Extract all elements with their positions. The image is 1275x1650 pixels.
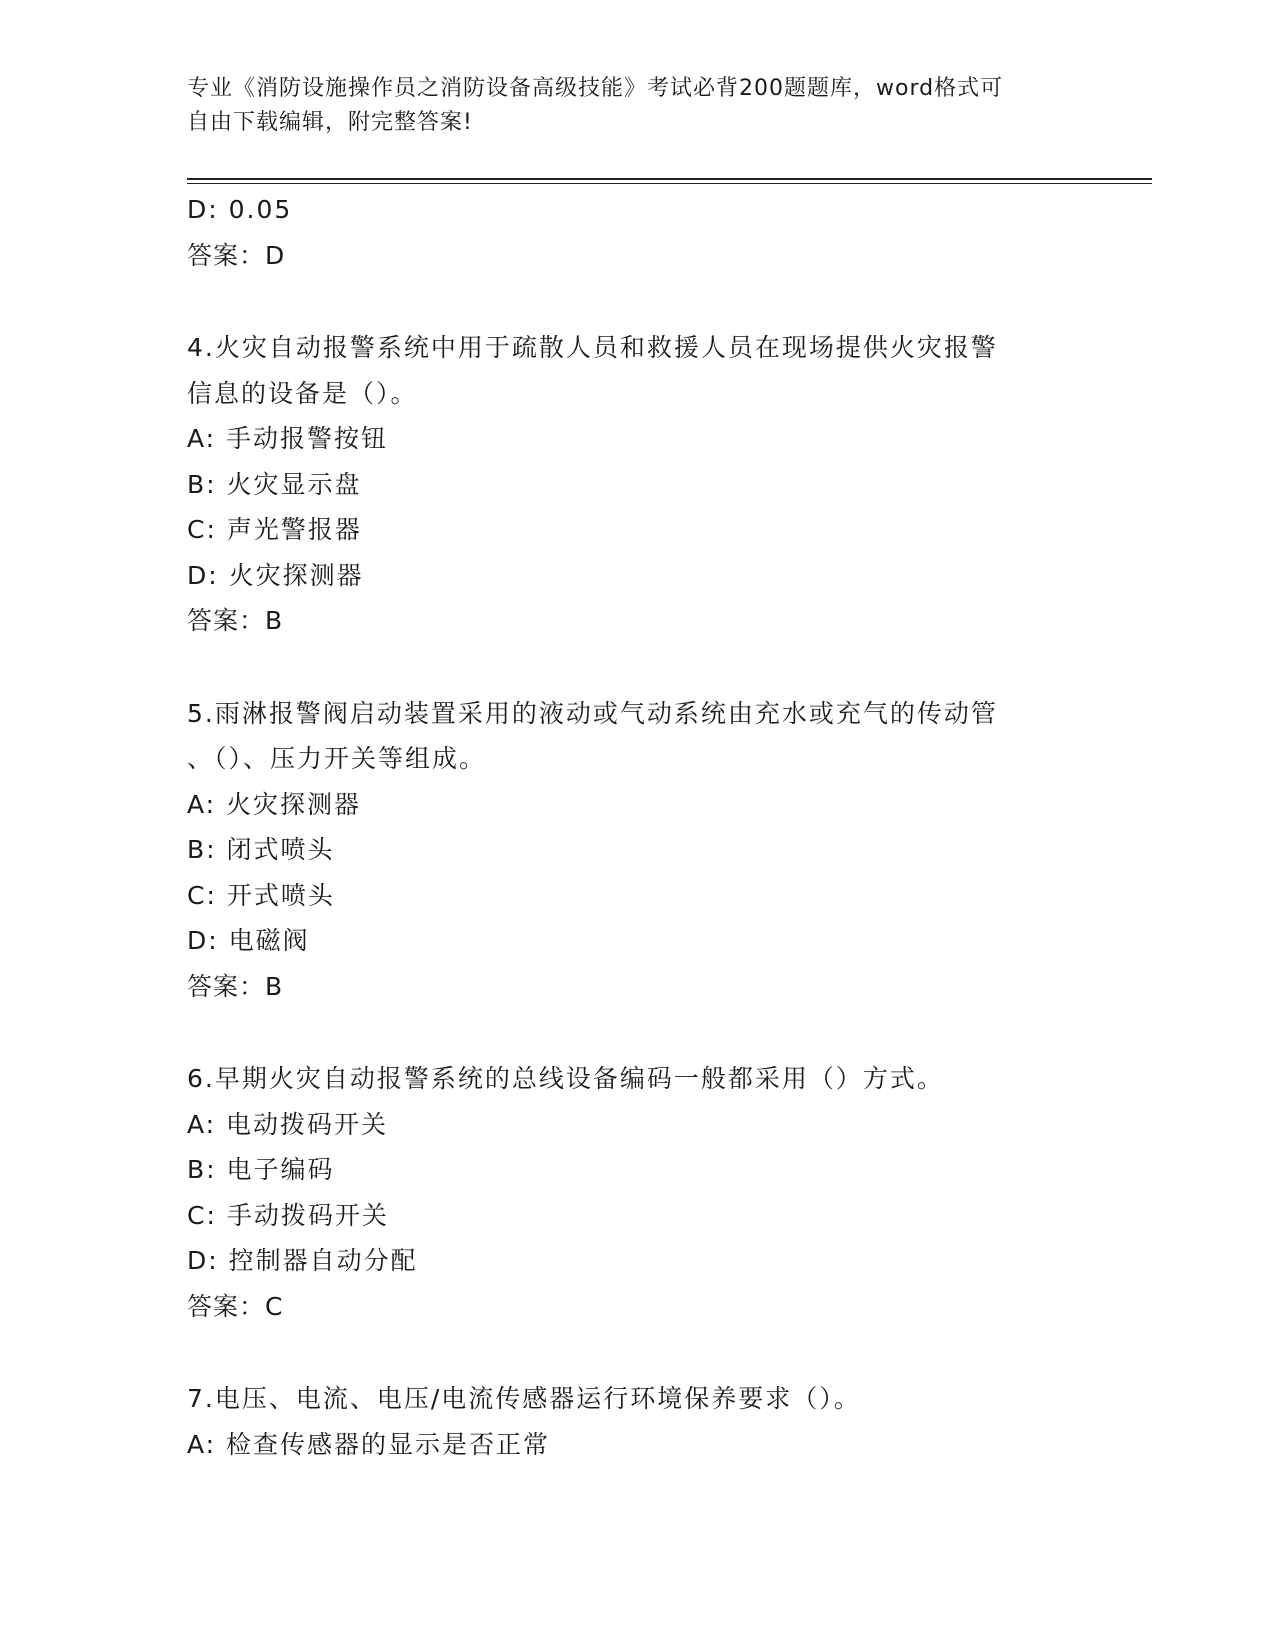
header-rule-thin [187,183,1152,184]
question-stem: 5.雨淋报警阀启动装置采用的液动或气动系统由充水或充气的传动管 [187,698,998,728]
document-header [187,72,1067,140]
option-d: D: 火灾探测器 [187,560,364,590]
answer-line: 答案：C [187,1291,284,1321]
option-b: B: 火灾显示盘 [187,469,362,499]
option-c: C: 手动拨码开关 [187,1200,389,1230]
question-list [187,187,1067,1467]
option-b: B: 闭式喷头 [187,835,335,864]
option-a: A: 检查传感器的显示是否正常 [187,1429,551,1459]
question-stem: 4.火灾自动报警系统中用于疏散人员和救援人员在现场提供火灾报警 [187,333,998,362]
question-7 [187,1376,1067,1467]
option-d: D: 电磁阀 [187,926,310,955]
header-line-2: 自由下载编辑，附完整答案! [187,110,473,135]
question-4 [187,325,1067,644]
option-d: D: 控制器自动分配 [187,1246,418,1275]
option-a: A: 火灾探测器 [187,789,362,819]
option-d: D: 0.05 [187,195,293,224]
answer-line: 答案：D [187,240,286,270]
question-stem: 、（）、压力开关等组成。 [187,744,487,773]
question-stem: 6.早期火灾自动报警系统的总线设备编码一般都采用（）方式。 [187,1064,944,1093]
answer-line: 答案：B [187,606,284,635]
question-stem: 7.电压、电流、电压/电流传感器运行环境保养要求（）。 [187,1384,861,1413]
header-line-1: 专业《消防设施操作员之消防设备高级技能》考试必背200题题库，word格式可 [187,76,1004,101]
option-c: C: 声光警报器 [187,515,362,544]
option-a: A: 手动报警按钮 [187,424,389,453]
option-c: C: 开式喷头 [187,880,335,910]
header-rule-thick [187,178,1152,180]
question-6 [187,1056,1067,1329]
question-stem: 信息的设备是（）。 [187,378,418,408]
option-a: A: 电动拨码开关 [187,1109,389,1139]
question-5 [187,691,1067,1010]
answer-line: 答案：B [187,971,284,1001]
option-b: B: 电子编码 [187,1155,335,1184]
